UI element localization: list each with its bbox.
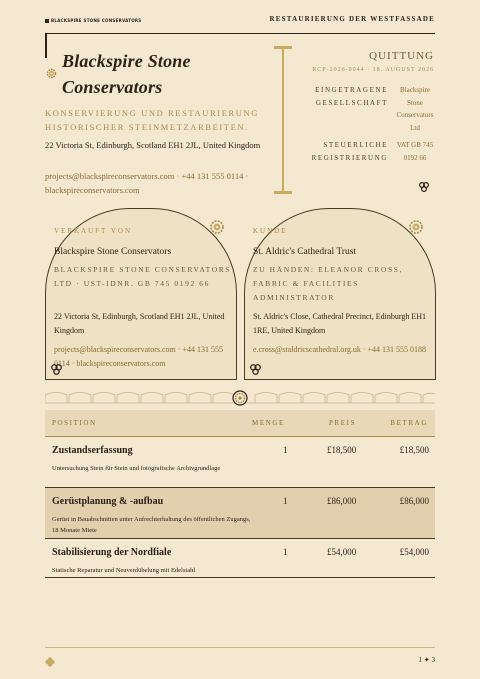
- item-qty: 1: [283, 496, 288, 506]
- company-address: 22 Victoria St, Edinburgh, Scotland EH1 2JL, United Kingdom: [45, 140, 261, 150]
- seller-label: VERKAUFT VON: [54, 227, 132, 235]
- meta-key-company: EINGETRAGENE GESELLSCHAFT: [315, 86, 388, 107]
- customer-card: [244, 208, 436, 380]
- item-desc: Gerüst in Bauabschnitten unter Aufrechterhaltung des öffentlichen Zugangs, 18 Monate Miete: [52, 516, 251, 534]
- trefoil-ornament-icon: [249, 363, 262, 381]
- header-company-small: BLACKSPIRE STONE CONSERVATORS: [45, 18, 142, 23]
- item-amount: £18,500: [399, 445, 429, 455]
- footer-divider: [45, 647, 435, 648]
- meta-value-company: Blackspire Stone Conservators Ltd: [396, 86, 434, 132]
- item-title: Gerüstplanung & -aufbau: [52, 496, 164, 507]
- customer-address: St. Aldric's Close, Cathedral Precinct, Edinburgh EH1 1RE, United Kingdom: [253, 312, 427, 335]
- meta-key-tax: STEUERLICHE REGISTRIERUNG: [311, 141, 388, 162]
- seller-sub: BLACKSPIRE STONE CONSERVATORS LTD · UST-IDNR. GB 745 0192 66: [54, 265, 232, 288]
- seller-address: 22 Victoria St, Edinburgh, Scotland EH1 2JL, United Kingdom: [54, 312, 225, 335]
- company-tagline: KONSERVIERUNG UND RESTAURIERUNG HISTORISCHER STEINMETZARBEITEN.: [45, 108, 259, 132]
- table-row: [45, 488, 435, 539]
- receipt-number: RCP-2026-0044 · 18. AUGUST 2026: [312, 67, 434, 73]
- item-title: Stabilisierung der Nordfiale: [52, 547, 172, 558]
- customer-name: St. Aldric's Cathedral Trust: [253, 247, 357, 257]
- col-qty: MENGE: [252, 419, 285, 427]
- seller-name: Blackspire Stone Conservators: [54, 247, 172, 257]
- item-qty: 1: [283, 547, 288, 557]
- trefoil-ornament-icon: [50, 363, 63, 381]
- col-price: PREIS: [329, 419, 357, 427]
- gear-ornament-icon: [209, 219, 225, 240]
- quatrefoil-ornament-icon: [45, 654, 55, 672]
- col-position: POSITION: [52, 419, 97, 427]
- seller-card: [45, 208, 237, 380]
- gear-ornament-icon: [408, 219, 424, 240]
- item-qty: 1: [283, 445, 288, 455]
- item-price: £18,500: [327, 445, 357, 455]
- item-amount: £86,000: [399, 496, 429, 506]
- meta-value-tax: VAT GB 745 0192 66: [396, 141, 434, 162]
- header-left-rule: [45, 34, 47, 58]
- page-number: 1 ✦ 3: [418, 656, 435, 664]
- customer-label: KUNDE: [253, 227, 288, 235]
- col-amount: BETRAG: [390, 419, 428, 427]
- receipt-title: QUITTUNG: [369, 50, 434, 62]
- gear-ornament-icon: [45, 67, 58, 85]
- table-row: [45, 437, 435, 488]
- trefoil-ornament-icon: [418, 180, 430, 198]
- item-title: Zustandserfassung: [52, 445, 133, 456]
- customer-sub: ZU HÄNDEN: ELEANOR CROSS, FABRIC & FACILITIES ADMINISTRATOR: [253, 265, 404, 302]
- item-desc: Statische Reparatur und Neuverdübelung mit Edelstahl: [52, 567, 196, 574]
- item-price: £86,000: [327, 496, 357, 506]
- pillar-divider: [276, 46, 290, 194]
- item-price: £54,000: [327, 547, 357, 557]
- square-bullet-icon: [45, 19, 49, 23]
- customer-contact: e.cross@staldricscathedral.org.uk · +44 131 555 0188: [253, 345, 427, 354]
- top-header: [45, 14, 435, 28]
- item-desc: Untersuchung Stein für Stein und fotografische Archivgrundlage: [52, 465, 221, 472]
- table-row: [45, 539, 435, 578]
- arch-frieze-divider: [45, 389, 435, 412]
- seller-contact: projects@blackspireconservators.com · +44 131 555 0114 · blackspireconservators.com: [54, 345, 223, 368]
- table-header: [45, 410, 435, 437]
- header-divider: [45, 33, 435, 34]
- item-amount: £54,000: [399, 547, 429, 557]
- company-contact: projects@blackspireconservators.com · +44 131 555 0114 · blackspireconservators.com: [45, 171, 249, 195]
- company-name: Blackspire Stone Conservators: [62, 51, 191, 97]
- header-project-title: RESTAURIERUNG DER WESTFASSADE: [269, 15, 435, 23]
